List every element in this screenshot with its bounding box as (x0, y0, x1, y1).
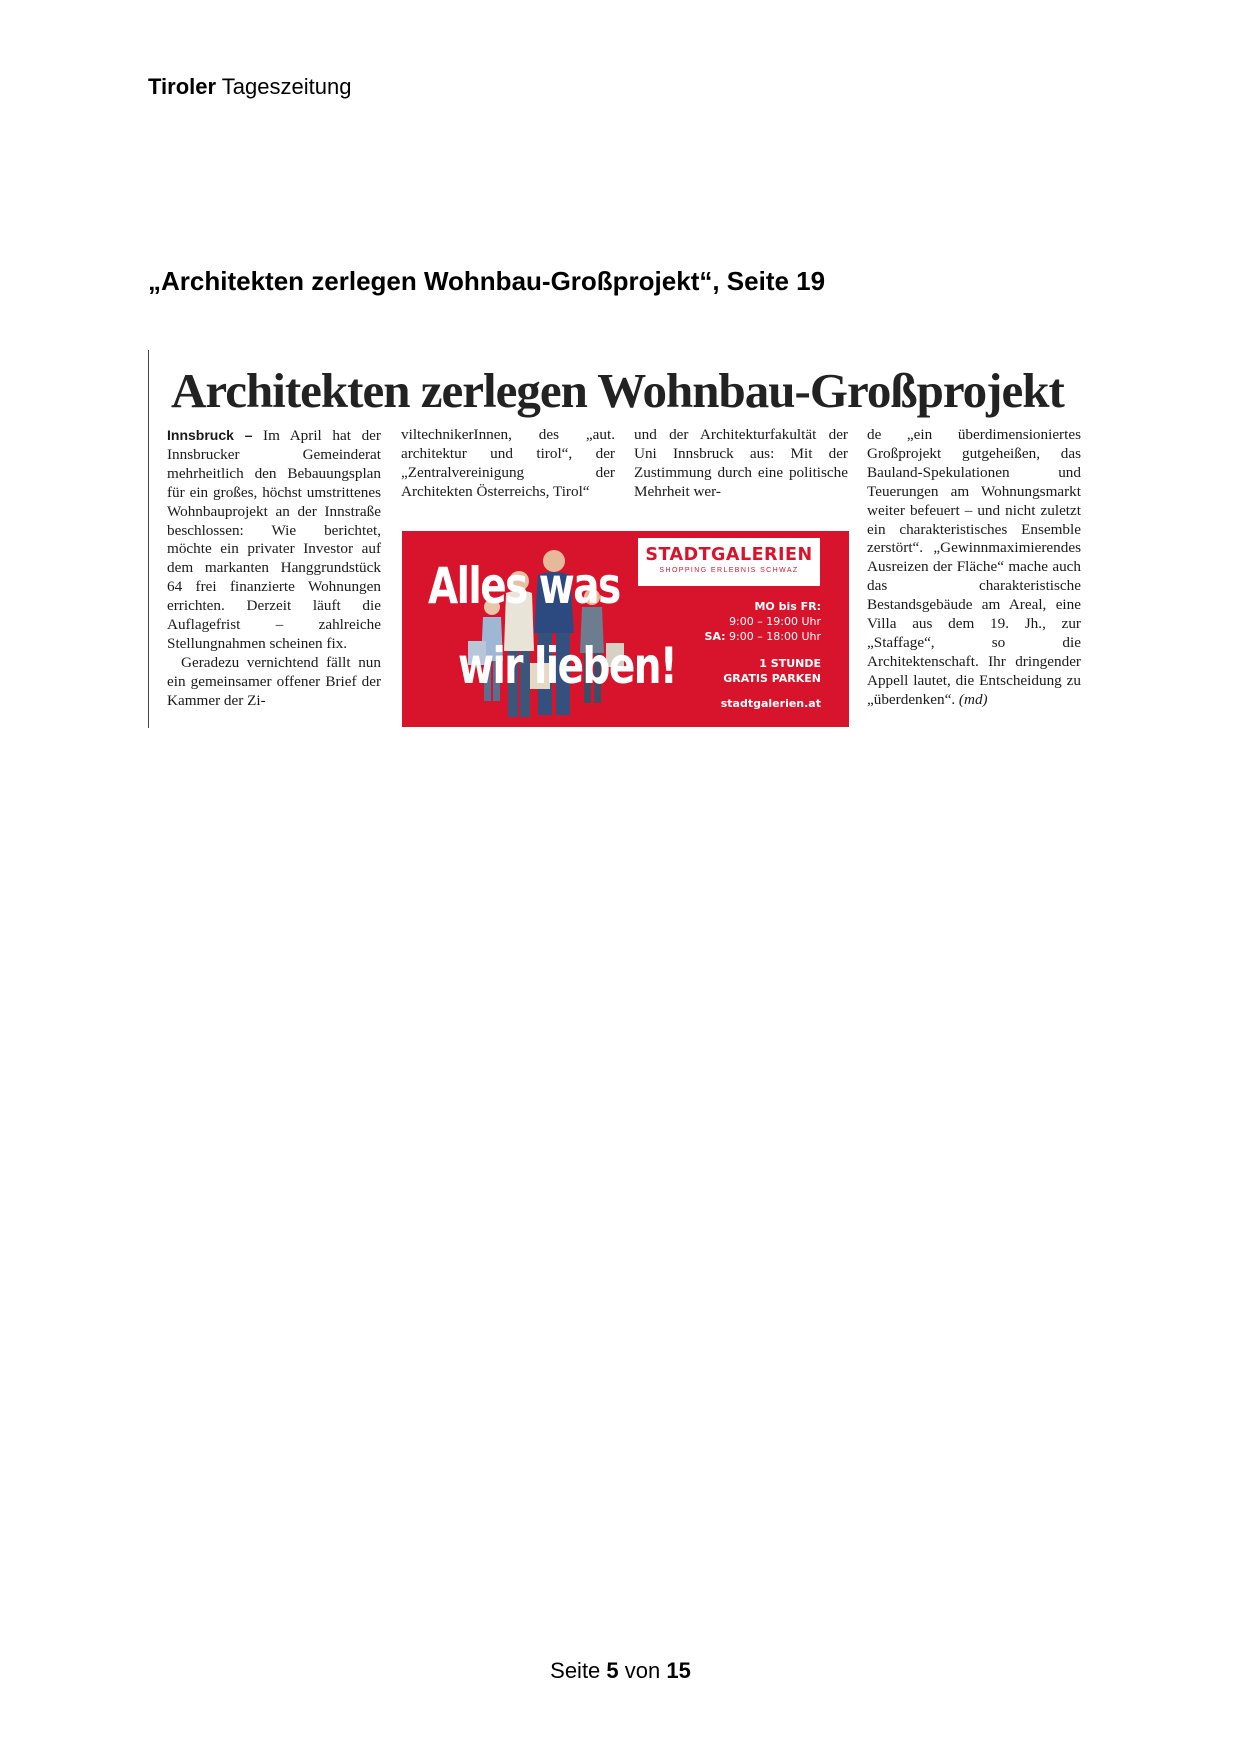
hours-label-weekdays: MO bis FR: (754, 600, 821, 613)
parking-line-2: GRATIS PARKEN (723, 672, 821, 685)
newspaper-clipping (148, 350, 1089, 728)
page-number-footer (0, 1658, 1241, 1684)
ad-website: stadtgalerien.at (720, 697, 821, 710)
footer-prefix: Seite (550, 1658, 607, 1683)
author-signoff: (md) (955, 690, 988, 708)
newspaper-header (148, 74, 351, 100)
logo-subtitle: SHOPPING ERLEBNIS SCHWAZ (659, 567, 799, 574)
ad-slogan-line-1: Alles was (428, 557, 620, 615)
column-4-text: de „ein überdimensioniertes Großprojekt gutgeheißen, das Bauland-Spekulationen und Teuerungen am Wohnungsmarkt weiter befeuert – und nicht zuletzt ein charakteristisches Ensemble zerstört“. „Gewinnmaximierendes Ausreizen der Fläche“ mache auch das charakteristische Bestandsgebäude am Areal, eine Villa aus dem 19. Jh., zur „Staffage“, so die Architektenschaft. Ihr dringender Appell lautet, die Entscheidung zu „überdenken“. (867, 426, 1081, 708)
ad-slogan-line-2: wir lieben! (458, 637, 677, 695)
column-1-lead: Im April hat der Innsbrucker Gemeinderat mehrheitlich den Bebauungsplan für ein großes, höchst umstrittenes Wohnbauprojekt an der Innstraße beschlossen: Wie berichtet, möchte ein privater Investor auf dem markanten Hanggrundstück 64 frei finanzierte Wohnungen errichten. Derzeit läuft die Auflagefrist – zahlreiche Stellungnahmen scheinen fix. (167, 427, 381, 652)
article-column-3 (634, 426, 848, 502)
opening-hours (705, 599, 821, 644)
hours-label-saturday: SA: (704, 630, 726, 643)
column-2-text: viltechnikerInnen, des „aut. architektur und tirol“, der „Zentralvereinigung der Architekten Österreichs, Tirol“ (401, 426, 615, 500)
article-column-2 (401, 426, 615, 502)
brand-bold: Tiroler (148, 74, 217, 99)
column-1-paragraph-2: Geradezu vernichtend fällt nun ein gemeinsamer offener Brief der Kammer der Zi- (167, 653, 381, 709)
hours-value-saturday: 9:00 – 18:00 Uhr (725, 630, 821, 643)
article-reference: „Architekten zerlegen Wohnbau-Großprojekt“, Seite 19 (148, 266, 826, 296)
current-page: 5 (606, 1658, 619, 1683)
stadtgalerien-logo (638, 538, 820, 586)
brand-rest: Tageszeitung (216, 74, 352, 99)
logo-name: STADTGALERIEN (645, 545, 813, 565)
footer-middle: von (618, 1658, 667, 1683)
parking-line-1: 1 STUNDE (759, 657, 821, 670)
stadtgalerien-advertisement (402, 531, 849, 727)
column-3-text: und der Architekturfakultät der Uni Innsbruck aus: Mit der Zustimmung durch eine politische Mehrheit wer- (634, 426, 848, 500)
clipping-headline: Architekten zerlegen Wohnbau-Großprojekt (171, 363, 1064, 418)
parking-info (723, 656, 821, 686)
hours-value-weekdays: 9:00 – 19:00 Uhr (729, 615, 821, 628)
dateline: Innsbruck – (167, 427, 253, 443)
article-column-4 (867, 426, 1081, 710)
article-column-1 (167, 426, 381, 711)
total-pages: 15 (666, 1658, 691, 1683)
